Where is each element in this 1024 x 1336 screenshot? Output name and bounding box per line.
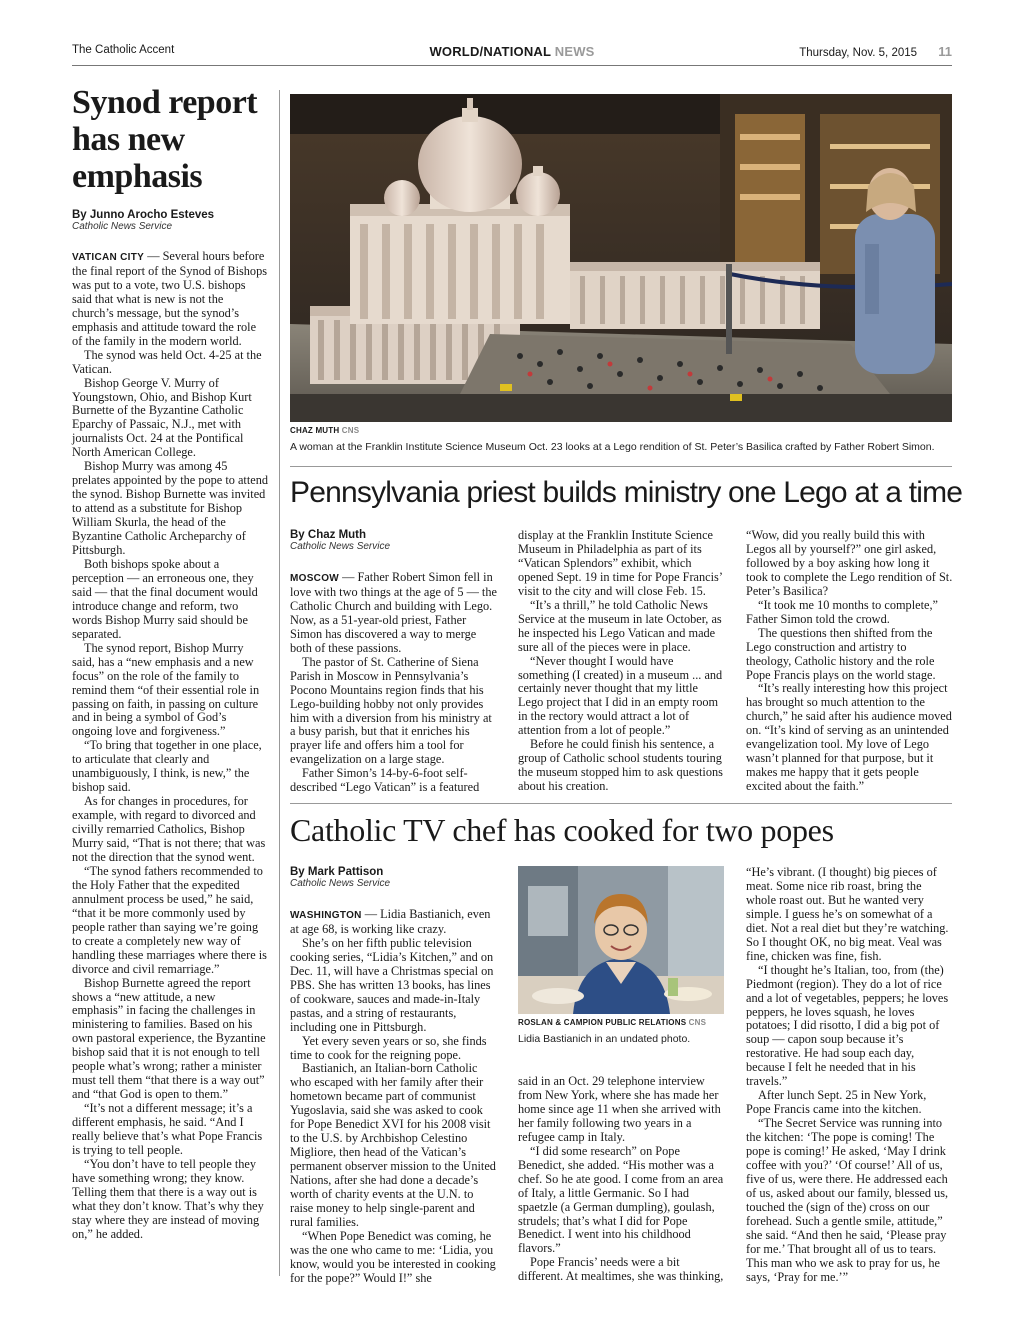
lego-paragraph: “Never thought I would have something (I created) in a museum ... and certainly never thought that my little Lego project that I did in an empty room in the rectory would attract a lot of attention from a lot of people.” <box>518 653 723 738</box>
lego-column-2 <box>518 529 726 794</box>
lego-vatican-photo <box>290 94 952 422</box>
chef-paragraph: “He’s vibrant. (I thought) big pieces of meat. Some nice rib roast, bring the whole roast out. But he wanted very simple. I guess he’s on somewhat of a diet. Not a real diet but they’re watching. So I thought OK, no big meat. Veal was fine, chicken was fine, fish. <box>746 865 949 963</box>
page-number: 11 <box>938 44 952 59</box>
issue-date: Thursday, Nov. 5, 2015 <box>799 47 918 59</box>
lego-service: Catholic News Service <box>290 541 391 552</box>
lego-paragraph: The questions then shifted from the Lego construction and artistry to theology, Catholic history and the role Pope Francis plays on the world stage. <box>746 625 936 682</box>
chef-paragraph: “I thought he’s Italian, too, from (the) Piedmont (region). They do a lot of rice and a lot of vegetables, peppers; he loves peppers, he loves squash, he loves potatoes; I did risotto, I did a big pot of soup — capon soup because it’s restorative. He had soup each day, because I felt he needed that in his travels.” <box>746 962 949 1089</box>
section-main: WORLD/NATIONAL <box>429 44 551 59</box>
chef-lead-paragraph <box>290 908 498 937</box>
lego-byline: By Chaz Muth <box>290 529 367 541</box>
lego-paragraph: display at the Franklin Institute Science Museum in Philadelphia as part of its “Vatican Splendors” exhibit, which opened Sept. 19 in time for Pope Francis’ visit to the city and will close Feb. 15. <box>518 528 722 598</box>
chef-service: Catholic News Service <box>290 878 391 889</box>
chef-paragraph: “The Secret Service was running into the kitchen: ‘The pope is coming! The pope is coming!’ He asked, ‘May I drink coffee with you?’ ‘Of course!’ All of us, five of us, were there. He addressed each of us, asked about our family, blessed us, touched the (sign of the) cross on our forehead. Such a gentle smile, attitude,” she said. “And then he said, ‘Please pray for me.’ That brought all of us to tears. This man who we ask to pray for us, he says, ‘Pray for me.’” <box>746 1116 949 1284</box>
synod-paragraph: “It’s not a different message; it’s a different emphasis, he said. “And I really believe that’s what Pope Francis is trying to tell people. <box>72 1101 263 1157</box>
synod-paragraph: As for changes in procedures, for example, with regard to divorced and civilly remarried Catholics, Bishop Murry said, “That is not there; that was not the direction that the synod went. <box>72 794 266 864</box>
chef-credit-name: ROSLAN & CAMPION PUBLIC RELATIONS <box>518 1018 687 1027</box>
lego-credit-agency: CNS <box>341 426 360 435</box>
synod-paragraph: “To bring that together in one place, to articulate that clearly and unambiguously, I think, is new,” the bishop said. <box>72 738 262 795</box>
lego-byline-block <box>290 529 500 552</box>
chef-photo <box>518 866 724 1014</box>
chef-paragraph: “When Pope Benedict was coming, he was the one who came to me: ‘Lidia, you know, would you be interested in cooking for the pope?” Would I!” she <box>290 1228 496 1285</box>
section-accent: NEWS <box>554 44 595 59</box>
chef-column-3 <box>746 866 954 1285</box>
synod-paragraph: “The synod fathers recommended to the Holy Father that the expedited annulment process be used,” he said, “that it be more commonly used by people rather than saying we’re going to create a completely new way of handling these marriages where there is divorce and civil remarriage.” <box>72 863 267 976</box>
synod-paragraph: Bishop Murry was among 45 prelates appointed by the pope to attend the synod. Bishop Burnette was invited to attend as a substitute for Bishop William Skurla, the head of the Byzantine Catholic Archeparchy of Pittsburgh. <box>72 459 269 558</box>
chef-lead-text: — Lidia Bastianich, even at age 68, is working like crazy. <box>290 907 491 936</box>
chef-paragraph: Pope Francis’ needs were a bit different. At mealtimes, she was thinking, <box>518 1255 724 1284</box>
synod-service: Catholic News Service <box>72 221 173 232</box>
chef-byline-block <box>290 866 500 889</box>
chef-column-1 <box>290 908 498 1286</box>
lego-photo-credit <box>290 426 359 435</box>
lego-paragraph: Father Simon’s 14-by-6-foot self-described “Lego Vatican” is a featured <box>290 766 480 795</box>
lego-dateline: MOSCOW <box>290 573 340 584</box>
column-divider <box>279 90 280 1276</box>
synod-paragraph: Both bishops spoke about a perception — an erroneous one, they said — that the final document would introduce change and reform, two words Bishop Murry said should be separated. <box>72 556 258 641</box>
chef-dateline: WASHINGTON <box>290 910 362 921</box>
synod-paragraph: Bishop Burnette agreed the report shows a “new attitude, a new emphasis” in facing the challenges in ministering to families. Based on his own pastoral experience, the Byzantine bishop said that it is not enough to tell people what’s wrong; rather a minister must tell them “that there is a way out” and “that God is open to them.” <box>72 975 266 1102</box>
synod-lead-text: — Several hours before the final report of the Synod of Bishops was put to a vote, two U.S. bishops said that what is new is not the church’s message, but the synod’s emphasis and attitude toward the role of the family in the modern world. <box>72 249 268 348</box>
chef-paragraph: said in an Oct. 29 telephone interview from New York, where she has made her home since age 11 when she arrived with her family following two years in a refugee camp in Italy. <box>518 1074 721 1144</box>
chef-byline: By Mark Pattison <box>290 866 384 878</box>
lego-paragraph: “It’s really interesting how this project has brought so much attention to the church,” he said after his audience moved on. “It’s kind of serving as an unintended evangelization tool. My love of Lego wasn’t planned for that purpose, but it makes me happy that it gets people excited about the faith.” <box>746 681 952 794</box>
lego-paragraph: The pastor of St. Catherine of Siena Parish in Moscow in Pennsylvania’s Pocono Mountains region finds that his Lego-building hobby not only provides him with a diversion from his ministry at a busy parish, but that it enriches his prayer life and offers him a tool for evangelization on a large stage. <box>290 654 492 767</box>
issue-info <box>799 44 952 59</box>
header-rule <box>72 65 952 66</box>
lego-paragraph: Before he could finish his sentence, a group of Catholic school students touring the museum stopped him to ask questions about his creation. <box>518 737 723 794</box>
synod-lead-paragraph <box>72 250 268 349</box>
chef-photo-credit <box>518 1018 706 1027</box>
chef-paragraph: “I did some research” on Pope Benedict, she added. “His mother was a chef. So he ate good. I come from an area of Italy, a little Germanic. So I had spaetzle (a German dumpling), goulash, strudels; that’s what I did for Pope Benedict. I went into his childhood flavors.” <box>518 1143 724 1256</box>
chef-paragraph: Yet every seven years or so, she finds time to cook for the reigning pope. <box>290 1033 487 1062</box>
publication-name: The Catholic Accent <box>72 44 175 56</box>
synod-byline-block <box>72 209 272 232</box>
synod-byline: By Junno Arocho Esteves <box>72 209 215 221</box>
chef-credit-agency: CNS <box>688 1018 707 1027</box>
chef-headline: Catholic TV chef has cooked for two popes <box>290 812 834 848</box>
section-rule <box>290 803 952 804</box>
synod-paragraph: The synod was held Oct. 4-25 at the Vatican. <box>72 347 262 376</box>
lego-credit-name: CHAZ MUTH <box>290 426 340 435</box>
synod-paragraph: The synod report, Bishop Murry said, has a “new emphasis and a new focus” on the role of the family to remind them “of their essential role in passing on faith, in passing on culture and in being a symbol of God’s ongoing love and forgiveness.” <box>72 640 260 739</box>
lego-column-1 <box>290 571 498 795</box>
chef-column-2 <box>518 1075 726 1284</box>
lego-paragraph: “Wow, did you really build this with Legos all by yourself?” one girl asked, followed by a boy asking how long it took to complete the Lego rendition of St. Peter’s Basilica? <box>746 528 953 598</box>
synod-paragraph: “You don’t have to tell people they have something wrong; they know. Telling them that there is a way out is what they don’t know. That’s why they stay where they are instead of moving on,” he added. <box>72 1156 264 1241</box>
lego-lead-paragraph <box>290 571 498 656</box>
lego-lead-text: — Father Robert Simon fell in love with two things at the age of 5 — the Catholic Church and building with Lego. Now, as a 51-year-old priest, Father Simon has discovered a way to merge both of these passions. <box>290 570 497 655</box>
lego-photo-caption: A woman at the Franklin Institute Science Museum Oct. 23 looks at a Lego rendition of St. Peter’s Basilica crafted by Father Robert Simon. <box>290 441 935 453</box>
synod-body <box>72 250 268 1242</box>
synod-headline: Synod report has new emphasis <box>72 84 258 195</box>
synod-paragraph: Bishop George V. Murry of Youngstown, Ohio, and Bishop Kurt Burnette of the Byzantine Catholic Eparchy of Passaic, N.J., met with journalists Oct. 24 at the Pontifical North American College. <box>72 375 252 460</box>
chef-photo-caption: Lidia Bastianich in an undated photo. <box>518 1033 691 1045</box>
chef-paragraph: She’s on her fifth public television cooking series, “Lidia’s Kitchen,” and on Dec. 11, will have a Christmas special on PBS. She has written 13 books, has lines of cookware, sauces and made-in-Italy pastas, and a string of restaurants, including one in Pittsburgh. <box>290 935 494 1034</box>
synod-dateline: VATICAN CITY <box>72 252 145 263</box>
lego-paragraph: “It’s a thrill,” he told Catholic News Service at the museum in late October, as he inspected his Lego Vatican and made sure all of the pieces were in place. <box>518 597 722 654</box>
section-rule <box>290 466 952 467</box>
chef-paragraph: Bastianich, an Italian-born Catholic who escaped with her family after their hometown became part of communist Yugoslavia, said she was asked to cook for Pope Benedict XVI for his 2008 visit to the U.S. by Archbishop Celestino Migliore, then head of the Vatican’s permanent observer mission to the United Nations, after she had done a decade’s worth of charity events at the U.N. to raise money to help single-parent and rural families. <box>290 1061 496 1229</box>
chef-paragraph: After lunch Sept. 25 in New York, Pope Francis came into the kitchen. <box>746 1088 927 1117</box>
lego-column-3 <box>746 529 954 794</box>
lego-headline: Pennsylvania priest builds ministry one Lego at a time <box>290 476 963 509</box>
lego-paragraph: “It took me 10 months to complete,” Father Simon told the crowd. <box>746 597 938 626</box>
